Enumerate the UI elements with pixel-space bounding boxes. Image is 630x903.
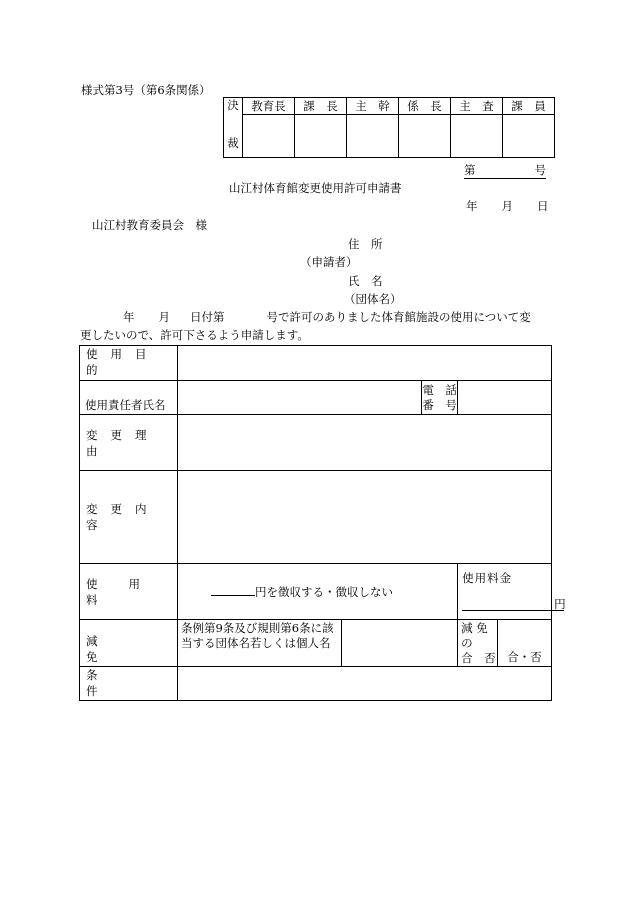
- approval-col-1: 教育長: [243, 98, 295, 115]
- exemption-decision-label: 減 免 の 合 否: [458, 620, 498, 667]
- exemption-label: 減免: [80, 620, 178, 667]
- change-reason-field[interactable]: [177, 415, 551, 471]
- applicant-group-label: （団体名）: [344, 292, 402, 306]
- fee-collect-field[interactable]: 円を徴収する・徴収しない: [177, 564, 457, 620]
- change-reason-label: 変更理由: [80, 415, 178, 471]
- application-table: [79, 345, 566, 701]
- date-line: 年 月 日: [466, 199, 549, 213]
- approval-label: 決 裁: [224, 98, 243, 158]
- conditions-field[interactable]: [177, 667, 551, 701]
- request-text-line1: 年 月 日付第 号で許可のありました体育館施設の使用について変: [123, 310, 531, 324]
- responsible-person-label: 使用責任者氏名: [80, 381, 178, 415]
- exemption-description: 条例第9条及び規則第6条に該 当する団体名若しくは個人名: [177, 620, 342, 667]
- stamp-box-6[interactable]: [503, 115, 555, 158]
- change-content-label: 変更内容: [80, 471, 178, 564]
- fee-label: 使用料: [80, 564, 178, 620]
- approval-col-3: 主 幹: [347, 98, 399, 115]
- phone-label: 電 話 番 号: [422, 381, 458, 415]
- document-number: 第 号: [464, 163, 546, 177]
- approval-col-2: 課 長: [295, 98, 347, 115]
- change-content-field[interactable]: [177, 471, 551, 564]
- purpose-label: [80, 346, 178, 381]
- responsible-person-field[interactable]: [177, 381, 421, 415]
- applicant-name-label: 氏 名: [348, 274, 383, 288]
- stamp-box-5[interactable]: [451, 115, 503, 158]
- fee-amount-line[interactable]: 円: [462, 596, 547, 610]
- stamp-box-4[interactable]: [399, 115, 451, 158]
- request-text-line2: 更したいので、許可下さるよう申請します。: [80, 328, 309, 342]
- stamp-box-1[interactable]: [243, 115, 295, 158]
- stamp-box-2[interactable]: [295, 115, 347, 158]
- document-title: 山江村体育館変更使用許可申請書: [229, 181, 402, 195]
- applicant-address-label: 住 所: [348, 237, 383, 251]
- purpose-text: 使用目的: [86, 347, 160, 377]
- approval-table: [223, 97, 555, 158]
- phone-field[interactable]: [458, 381, 552, 415]
- fee-amount-blank[interactable]: [211, 595, 255, 596]
- addressee: 山江村教育委員会 様: [92, 218, 207, 232]
- stamp-box-3[interactable]: [347, 115, 399, 158]
- approval-col-5: 主 査: [451, 98, 503, 115]
- approval-col-4: 係 長: [399, 98, 451, 115]
- fee-amount-box: 使用料金 円: [458, 564, 552, 620]
- form-number: 様式第3号（第6条関係）: [81, 83, 211, 97]
- conditions-label: 条件: [80, 667, 178, 701]
- approval-col-6: 課 員: [503, 98, 555, 115]
- purpose-field[interactable]: [177, 346, 551, 381]
- exemption-decision-value[interactable]: 合・否: [498, 620, 552, 667]
- applicant-label: （申請者）: [300, 255, 358, 269]
- exemption-name-field[interactable]: [342, 620, 458, 667]
